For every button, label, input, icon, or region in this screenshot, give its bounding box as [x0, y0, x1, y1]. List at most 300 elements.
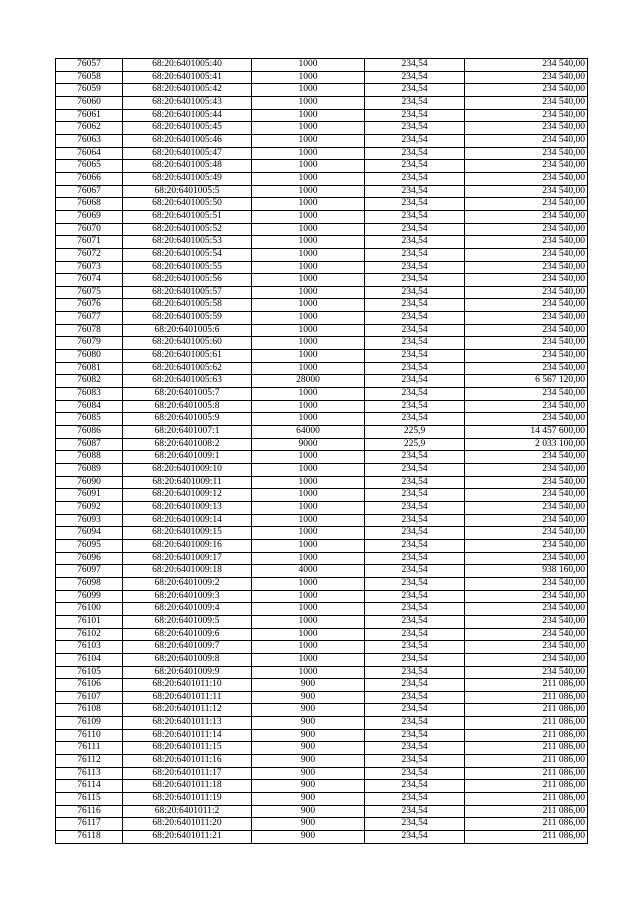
value-cell: 234 540,00 — [465, 324, 588, 337]
table-row — [56, 261, 588, 274]
area-cell: 1000 — [252, 59, 365, 72]
rate-cell: 234,54 — [365, 628, 465, 641]
rate-cell: 234,54 — [365, 160, 465, 173]
area-cell: 1000 — [252, 615, 365, 628]
value-cell: 234 540,00 — [465, 451, 588, 464]
value-cell: 938 160,00 — [465, 565, 588, 578]
value-cell: 234 540,00 — [465, 96, 588, 109]
table-row — [56, 818, 588, 831]
table-row — [56, 350, 588, 363]
row-number-cell: 76059 — [56, 84, 123, 97]
row-number-cell: 76081 — [56, 362, 123, 375]
area-cell: 900 — [252, 831, 365, 844]
value-cell: 234 540,00 — [465, 350, 588, 363]
row-number-cell: 76103 — [56, 641, 123, 654]
value-cell: 234 540,00 — [465, 299, 588, 312]
row-number-cell: 76102 — [56, 628, 123, 641]
row-number-cell: 76074 — [56, 274, 123, 287]
value-cell: 211 086,00 — [465, 704, 588, 717]
area-cell: 900 — [252, 793, 365, 806]
cadastral-number-cell: 68:20:6401009:1 — [123, 451, 252, 464]
table-row — [56, 641, 588, 654]
rate-cell: 234,54 — [365, 324, 465, 337]
table-row — [56, 527, 588, 540]
area-cell: 1000 — [252, 312, 365, 325]
table-row — [56, 679, 588, 692]
rate-cell: 234,54 — [365, 286, 465, 299]
value-cell: 234 540,00 — [465, 388, 588, 401]
cadastral-number-cell: 68:20:6401011:21 — [123, 831, 252, 844]
value-cell: 234 540,00 — [465, 400, 588, 413]
cadastral-number-cell: 68:20:6401005:50 — [123, 198, 252, 211]
value-cell: 211 086,00 — [465, 729, 588, 742]
cadastral-number-cell: 68:20:6401011:10 — [123, 679, 252, 692]
rate-cell: 234,54 — [365, 729, 465, 742]
table-row — [56, 96, 588, 109]
cadastral-number-cell: 68:20:6401009:8 — [123, 653, 252, 666]
value-cell: 234 540,00 — [465, 337, 588, 350]
table-row — [56, 742, 588, 755]
cadastral-number-cell: 68:20:6401005:51 — [123, 210, 252, 223]
area-cell: 1000 — [252, 71, 365, 84]
row-number-cell: 76065 — [56, 160, 123, 173]
row-number-cell: 76105 — [56, 666, 123, 679]
row-number-cell: 76109 — [56, 717, 123, 730]
cadastral-number-cell: 68:20:6401009:4 — [123, 603, 252, 616]
value-cell: 211 086,00 — [465, 755, 588, 768]
cadastral-number-cell: 68:20:6401008:2 — [123, 438, 252, 451]
cadastral-number-cell: 68:20:6401009:9 — [123, 666, 252, 679]
table-row — [56, 438, 588, 451]
area-cell: 1000 — [252, 210, 365, 223]
area-cell: 900 — [252, 767, 365, 780]
area-cell: 1000 — [252, 514, 365, 527]
cadastral-number-cell: 68:20:6401009:18 — [123, 565, 252, 578]
row-number-cell: 76095 — [56, 539, 123, 552]
rate-cell: 234,54 — [365, 603, 465, 616]
cadastral-number-cell: 68:20:6401011:13 — [123, 717, 252, 730]
table-row — [56, 134, 588, 147]
value-cell: 234 540,00 — [465, 160, 588, 173]
value-cell: 234 540,00 — [465, 666, 588, 679]
row-number-cell: 76064 — [56, 147, 123, 160]
value-cell: 234 540,00 — [465, 413, 588, 426]
value-cell: 234 540,00 — [465, 109, 588, 122]
cadastral-number-cell: 68:20:6401005:47 — [123, 147, 252, 160]
area-cell: 1000 — [252, 527, 365, 540]
cadastral-number-cell: 68:20:6401005:60 — [123, 337, 252, 350]
area-cell: 900 — [252, 729, 365, 742]
cadastral-number-cell: 68:20:6401005:62 — [123, 362, 252, 375]
value-cell: 234 540,00 — [465, 464, 588, 477]
cadastral-number-cell: 68:20:6401009:14 — [123, 514, 252, 527]
area-cell: 1000 — [252, 464, 365, 477]
value-cell: 211 086,00 — [465, 717, 588, 730]
row-number-cell: 76090 — [56, 476, 123, 489]
rate-cell: 234,54 — [365, 337, 465, 350]
value-cell: 211 086,00 — [465, 780, 588, 793]
row-number-cell: 76116 — [56, 805, 123, 818]
value-cell: 211 086,00 — [465, 767, 588, 780]
rate-cell: 234,54 — [365, 210, 465, 223]
value-cell: 234 540,00 — [465, 84, 588, 97]
cadastral-number-cell: 68:20:6401009:5 — [123, 615, 252, 628]
row-number-cell: 76060 — [56, 96, 123, 109]
cadastral-number-cell: 68:20:6401011:20 — [123, 818, 252, 831]
row-number-cell: 76101 — [56, 615, 123, 628]
area-cell: 900 — [252, 805, 365, 818]
row-number-cell: 76067 — [56, 185, 123, 198]
rate-cell: 234,54 — [365, 451, 465, 464]
row-number-cell: 76118 — [56, 831, 123, 844]
table-row — [56, 514, 588, 527]
rate-cell: 234,54 — [365, 767, 465, 780]
table-row — [56, 236, 588, 249]
rate-cell: 234,54 — [365, 248, 465, 261]
area-cell: 1000 — [252, 476, 365, 489]
row-number-cell: 76108 — [56, 704, 123, 717]
rate-cell: 225,9 — [365, 426, 465, 439]
table-row — [56, 793, 588, 806]
value-cell: 211 086,00 — [465, 831, 588, 844]
row-number-cell: 76072 — [56, 248, 123, 261]
value-cell: 234 540,00 — [465, 122, 588, 135]
value-cell: 234 540,00 — [465, 261, 588, 274]
row-number-cell: 76057 — [56, 59, 123, 72]
cadastral-number-cell: 68:20:6401011:16 — [123, 755, 252, 768]
rate-cell: 234,54 — [365, 590, 465, 603]
table-row — [56, 400, 588, 413]
cadastral-number-cell: 68:20:6401005:8 — [123, 400, 252, 413]
table-row — [56, 603, 588, 616]
table-row — [56, 274, 588, 287]
area-cell: 1000 — [252, 337, 365, 350]
rate-cell: 234,54 — [365, 666, 465, 679]
row-number-cell: 76063 — [56, 134, 123, 147]
value-cell: 234 540,00 — [465, 539, 588, 552]
value-cell: 211 086,00 — [465, 691, 588, 704]
cadastral-number-cell: 68:20:6401005:5 — [123, 185, 252, 198]
row-number-cell: 76068 — [56, 198, 123, 211]
row-number-cell: 76058 — [56, 71, 123, 84]
row-number-cell: 76098 — [56, 577, 123, 590]
value-cell: 234 540,00 — [465, 274, 588, 287]
table-row — [56, 84, 588, 97]
cadastral-number-cell: 68:20:6401005:45 — [123, 122, 252, 135]
rate-cell: 234,54 — [365, 96, 465, 109]
area-cell: 1000 — [252, 261, 365, 274]
value-cell: 234 540,00 — [465, 653, 588, 666]
area-cell: 1000 — [252, 236, 365, 249]
value-cell: 234 540,00 — [465, 501, 588, 514]
table-row — [56, 198, 588, 211]
table-row — [56, 426, 588, 439]
rate-cell: 234,54 — [365, 464, 465, 477]
value-cell: 234 540,00 — [465, 172, 588, 185]
area-cell: 1000 — [252, 539, 365, 552]
area-cell: 1000 — [252, 160, 365, 173]
row-number-cell: 76082 — [56, 375, 123, 388]
row-number-cell: 76079 — [56, 337, 123, 350]
row-number-cell: 76096 — [56, 552, 123, 565]
cadastral-number-cell: 68:20:6401009:10 — [123, 464, 252, 477]
value-cell: 234 540,00 — [465, 134, 588, 147]
rate-cell: 234,54 — [365, 755, 465, 768]
row-number-cell: 76062 — [56, 122, 123, 135]
area-cell: 1000 — [252, 628, 365, 641]
value-cell: 234 540,00 — [465, 147, 588, 160]
cadastral-number-cell: 68:20:6401009:2 — [123, 577, 252, 590]
rate-cell: 234,54 — [365, 375, 465, 388]
cadastral-number-cell: 68:20:6401005:61 — [123, 350, 252, 363]
cadastral-number-cell: 68:20:6401009:16 — [123, 539, 252, 552]
area-cell: 1000 — [252, 388, 365, 401]
value-cell: 14 457 600,00 — [465, 426, 588, 439]
rate-cell: 234,54 — [365, 299, 465, 312]
row-number-cell: 76087 — [56, 438, 123, 451]
value-cell: 234 540,00 — [465, 514, 588, 527]
area-cell: 1000 — [252, 577, 365, 590]
rate-cell: 234,54 — [365, 577, 465, 590]
row-number-cell: 76113 — [56, 767, 123, 780]
rate-cell: 225,9 — [365, 438, 465, 451]
rate-cell: 234,54 — [365, 59, 465, 72]
row-number-cell: 76080 — [56, 350, 123, 363]
table-row — [56, 172, 588, 185]
cadastral-number-cell: 68:20:6401009:3 — [123, 590, 252, 603]
value-cell: 234 540,00 — [465, 286, 588, 299]
rate-cell: 234,54 — [365, 109, 465, 122]
row-number-cell: 76117 — [56, 818, 123, 831]
rate-cell: 234,54 — [365, 539, 465, 552]
table-row — [56, 704, 588, 717]
area-cell: 900 — [252, 818, 365, 831]
row-number-cell: 76089 — [56, 464, 123, 477]
value-cell: 234 540,00 — [465, 71, 588, 84]
table-row — [56, 691, 588, 704]
table-row — [56, 59, 588, 72]
row-number-cell: 76097 — [56, 565, 123, 578]
rate-cell: 234,54 — [365, 514, 465, 527]
value-cell: 234 540,00 — [465, 236, 588, 249]
value-cell: 234 540,00 — [465, 210, 588, 223]
area-cell: 1000 — [252, 324, 365, 337]
table-row — [56, 780, 588, 793]
value-cell: 234 540,00 — [465, 590, 588, 603]
area-cell: 1000 — [252, 134, 365, 147]
table-row — [56, 337, 588, 350]
value-cell: 2 033 100,00 — [465, 438, 588, 451]
cadastral-number-cell: 68:20:6401009:12 — [123, 489, 252, 502]
cadastral-number-cell: 68:20:6401009:15 — [123, 527, 252, 540]
area-cell: 1000 — [252, 641, 365, 654]
area-cell: 1000 — [252, 653, 365, 666]
area-cell: 1000 — [252, 96, 365, 109]
cadastral-number-cell: 68:20:6401005:7 — [123, 388, 252, 401]
table-row — [56, 767, 588, 780]
cadastral-number-cell: 68:20:6401009:13 — [123, 501, 252, 514]
table-row — [56, 666, 588, 679]
area-cell: 1000 — [252, 109, 365, 122]
row-number-cell: 76070 — [56, 223, 123, 236]
table-body — [56, 59, 588, 844]
table-row — [56, 729, 588, 742]
rate-cell: 234,54 — [365, 565, 465, 578]
cadastral-number-cell: 68:20:6401007:1 — [123, 426, 252, 439]
value-cell: 234 540,00 — [465, 628, 588, 641]
value-cell: 234 540,00 — [465, 223, 588, 236]
rate-cell: 234,54 — [365, 312, 465, 325]
table-row — [56, 489, 588, 502]
area-cell: 1000 — [252, 84, 365, 97]
value-cell: 234 540,00 — [465, 198, 588, 211]
area-cell: 1000 — [252, 501, 365, 514]
table-row — [56, 831, 588, 844]
row-number-cell: 76107 — [56, 691, 123, 704]
row-number-cell: 76076 — [56, 299, 123, 312]
area-cell: 900 — [252, 717, 365, 730]
rate-cell: 234,54 — [365, 274, 465, 287]
area-cell: 4000 — [252, 565, 365, 578]
rate-cell: 234,54 — [365, 362, 465, 375]
rate-cell: 234,54 — [365, 223, 465, 236]
row-number-cell: 76099 — [56, 590, 123, 603]
table-row — [56, 312, 588, 325]
table-row — [56, 362, 588, 375]
value-cell: 6 567 120,00 — [465, 375, 588, 388]
cadastral-number-cell: 68:20:6401009:7 — [123, 641, 252, 654]
area-cell: 1000 — [252, 666, 365, 679]
cadastral-number-cell: 68:20:6401005:55 — [123, 261, 252, 274]
value-cell: 234 540,00 — [465, 185, 588, 198]
row-number-cell: 76086 — [56, 426, 123, 439]
rate-cell: 234,54 — [365, 691, 465, 704]
value-cell: 211 086,00 — [465, 805, 588, 818]
cadastral-number-cell: 68:20:6401009:17 — [123, 552, 252, 565]
table-row — [56, 501, 588, 514]
rate-cell: 234,54 — [365, 552, 465, 565]
rate-cell: 234,54 — [365, 679, 465, 692]
value-cell: 211 086,00 — [465, 679, 588, 692]
table-row — [56, 590, 588, 603]
row-number-cell: 76084 — [56, 400, 123, 413]
area-cell: 1000 — [252, 274, 365, 287]
row-number-cell: 76069 — [56, 210, 123, 223]
value-cell: 234 540,00 — [465, 312, 588, 325]
row-number-cell: 76061 — [56, 109, 123, 122]
table-row — [56, 223, 588, 236]
data-table — [55, 58, 588, 844]
rate-cell: 234,54 — [365, 185, 465, 198]
rate-cell: 234,54 — [365, 704, 465, 717]
table-row — [56, 476, 588, 489]
rate-cell: 234,54 — [365, 653, 465, 666]
cadastral-number-cell: 68:20:6401005:43 — [123, 96, 252, 109]
value-cell: 234 540,00 — [465, 615, 588, 628]
cadastral-number-cell: 68:20:6401005:48 — [123, 160, 252, 173]
area-cell: 900 — [252, 691, 365, 704]
cadastral-number-cell: 68:20:6401011:2 — [123, 805, 252, 818]
table-row — [56, 565, 588, 578]
table-row — [56, 160, 588, 173]
row-number-cell: 76094 — [56, 527, 123, 540]
table-row — [56, 755, 588, 768]
value-cell: 234 540,00 — [465, 489, 588, 502]
rate-cell: 234,54 — [365, 717, 465, 730]
cadastral-number-cell: 68:20:6401005:59 — [123, 312, 252, 325]
rate-cell: 234,54 — [365, 818, 465, 831]
row-number-cell: 76100 — [56, 603, 123, 616]
table-row — [56, 464, 588, 477]
row-number-cell: 76078 — [56, 324, 123, 337]
cadastral-number-cell: 68:20:6401005:54 — [123, 248, 252, 261]
area-cell: 1000 — [252, 590, 365, 603]
rate-cell: 234,54 — [365, 84, 465, 97]
value-cell: 234 540,00 — [465, 527, 588, 540]
row-number-cell: 76115 — [56, 793, 123, 806]
cadastral-number-cell: 68:20:6401005:46 — [123, 134, 252, 147]
cadastral-number-cell: 68:20:6401011:17 — [123, 767, 252, 780]
area-cell: 1000 — [252, 400, 365, 413]
rate-cell: 234,54 — [365, 501, 465, 514]
area-cell: 1000 — [252, 413, 365, 426]
cadastral-number-cell: 68:20:6401005:56 — [123, 274, 252, 287]
area-cell: 28000 — [252, 375, 365, 388]
cadastral-number-cell: 68:20:6401011:19 — [123, 793, 252, 806]
cadastral-number-cell: 68:20:6401011:18 — [123, 780, 252, 793]
table-row — [56, 539, 588, 552]
cadastral-number-cell: 68:20:6401005:52 — [123, 223, 252, 236]
row-number-cell: 76106 — [56, 679, 123, 692]
rate-cell: 234,54 — [365, 615, 465, 628]
table-row — [56, 451, 588, 464]
value-cell: 234 540,00 — [465, 362, 588, 375]
rate-cell: 234,54 — [365, 350, 465, 363]
area-cell: 900 — [252, 679, 365, 692]
rate-cell: 234,54 — [365, 122, 465, 135]
table-row — [56, 653, 588, 666]
rate-cell: 234,54 — [365, 388, 465, 401]
area-cell: 1000 — [252, 147, 365, 160]
value-cell: 211 086,00 — [465, 818, 588, 831]
table-row — [56, 615, 588, 628]
row-number-cell: 76075 — [56, 286, 123, 299]
rate-cell: 234,54 — [365, 476, 465, 489]
row-number-cell: 76091 — [56, 489, 123, 502]
cadastral-number-cell: 68:20:6401005:42 — [123, 84, 252, 97]
area-cell: 1000 — [252, 286, 365, 299]
area-cell: 1000 — [252, 248, 365, 261]
rate-cell: 234,54 — [365, 793, 465, 806]
value-cell: 234 540,00 — [465, 59, 588, 72]
value-cell: 234 540,00 — [465, 641, 588, 654]
rate-cell: 234,54 — [365, 198, 465, 211]
row-number-cell: 76112 — [56, 755, 123, 768]
cadastral-number-cell: 68:20:6401005:44 — [123, 109, 252, 122]
row-number-cell: 76077 — [56, 312, 123, 325]
table-row — [56, 210, 588, 223]
row-number-cell: 76092 — [56, 501, 123, 514]
cadastral-number-cell: 68:20:6401005:41 — [123, 71, 252, 84]
area-cell: 1000 — [252, 350, 365, 363]
area-cell: 900 — [252, 780, 365, 793]
area-cell: 1000 — [252, 603, 365, 616]
row-number-cell: 76088 — [56, 451, 123, 464]
table-row — [56, 122, 588, 135]
row-number-cell: 76083 — [56, 388, 123, 401]
cadastral-number-cell: 68:20:6401005:9 — [123, 413, 252, 426]
value-cell: 234 540,00 — [465, 577, 588, 590]
